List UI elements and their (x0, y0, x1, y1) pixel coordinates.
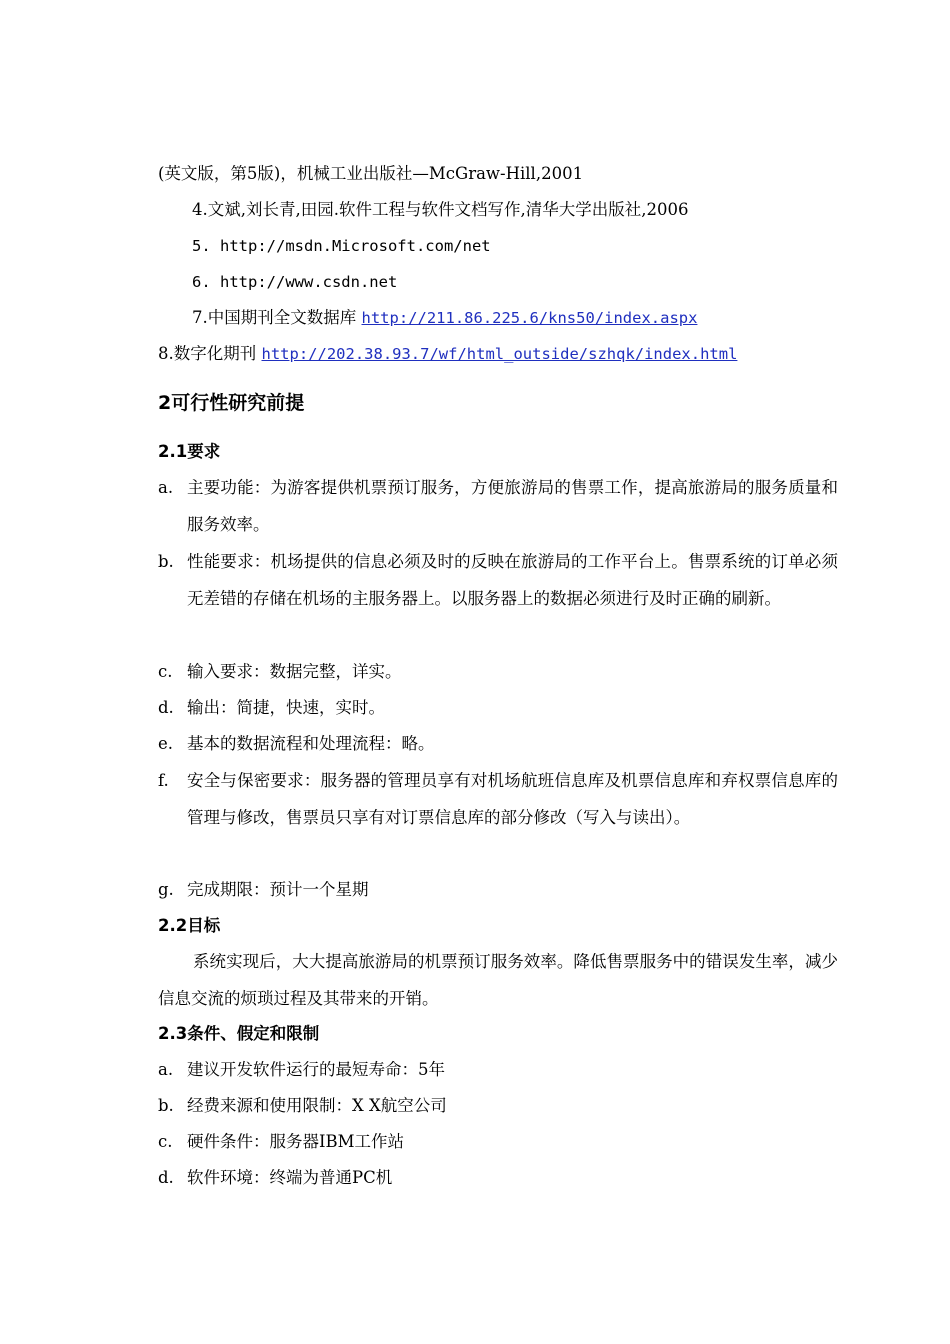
reference-8-link[interactable]: http://202.38.93.7/wf/html_outside/szhqk/index.html (261, 345, 738, 363)
condition-item-b (158, 1087, 838, 1124)
list-marker: f. (158, 771, 169, 790)
reference-8-label: 8.数字化期刊 (158, 344, 262, 363)
section-2-2-paragraph: 系统实现后，大大提高旅游局的机票预订服务效率。降低售票服务中的错误发生率，减少信息交流的烦琐过程及其带来的开销。 (158, 952, 838, 1008)
reference-6: 6. http://www.csdn.net (192, 273, 398, 291)
reference-line-continuation: (英文版，第5版)，机械工业出版社—McGraw-Hill,2001 (158, 164, 584, 183)
list-item-text: 基本的数据流程和处理流程：略。 (187, 734, 435, 753)
list-item-text: 完成期限：预计一个星期 (187, 880, 369, 899)
reference-4: 4.文斌,刘长青,田园.软件工程与软件文档写作,清华大学出版社,2006 (192, 200, 689, 219)
condition-item-c (158, 1123, 838, 1160)
requirement-item-g (158, 871, 838, 908)
list-marker: b. (158, 1096, 174, 1115)
requirement-item-a (158, 469, 838, 543)
list-marker: b. (158, 552, 174, 571)
list-marker: a. (158, 1060, 174, 1079)
requirement-item-d (158, 689, 838, 726)
condition-item-a (158, 1051, 838, 1088)
list-item-text: 输出：简捷，快速，实时。 (187, 698, 385, 717)
requirement-item-c (158, 653, 838, 690)
list-marker: e. (158, 734, 174, 753)
list-item-text: 性能要求：机场提供的信息必须及时的反映在旅游局的工作平台上。售票系统的订单必须无差错的存储在机场的主服务器上。以服务器上的数据必须进行及时正确的刷新。 (187, 552, 838, 608)
list-item-text: 经费来源和使用限制：X X航空公司 (187, 1096, 447, 1115)
list-marker: c. (158, 662, 173, 681)
requirement-item-b (158, 543, 838, 617)
reference-7-label: 7.中国期刊全文数据库 (192, 308, 362, 327)
requirement-item-e (158, 725, 838, 762)
reference-5: 5. http://msdn.Microsoft.com/net (192, 237, 491, 255)
list-marker: g. (158, 880, 174, 899)
list-item-text: 主要功能：为游客提供机票预订服务，方便旅游局的售票工作，提高旅游局的服务质量和服务效率。 (187, 478, 838, 534)
section-2-title: 2可行性研究前提 (158, 392, 305, 414)
list-marker: d. (158, 698, 174, 717)
section-2-2-title: 2.2目标 (158, 916, 221, 935)
section-2-3-title: 2.3条件、假定和限制 (158, 1024, 320, 1043)
list-item-text: 硬件条件：服务器IBM工作站 (187, 1132, 405, 1151)
list-marker: d. (158, 1168, 174, 1187)
reference-7 (192, 308, 697, 328)
list-item-text: 软件环境：终端为普通PC机 (187, 1168, 393, 1187)
list-marker: c. (158, 1132, 173, 1151)
list-item-text: 建议开发软件运行的最短寿命：5年 (187, 1060, 445, 1079)
list-marker: a. (158, 478, 174, 497)
list-item-text: 输入要求：数据完整，详实。 (187, 662, 402, 681)
list-item-text: 安全与保密要求：服务器的管理员享有对机场航班信息库及机票信息库和弃权票信息库的管理与修改，售票员只享有对订票信息库的部分修改（写入与读出）。 (187, 771, 838, 827)
reference-8 (158, 344, 737, 364)
condition-item-d (158, 1159, 838, 1196)
requirement-item-f (158, 762, 838, 836)
section-2-1-title: 2.1要求 (158, 442, 221, 461)
reference-7-link[interactable]: http://211.86.225.6/kns50/index.aspx (361, 309, 698, 327)
